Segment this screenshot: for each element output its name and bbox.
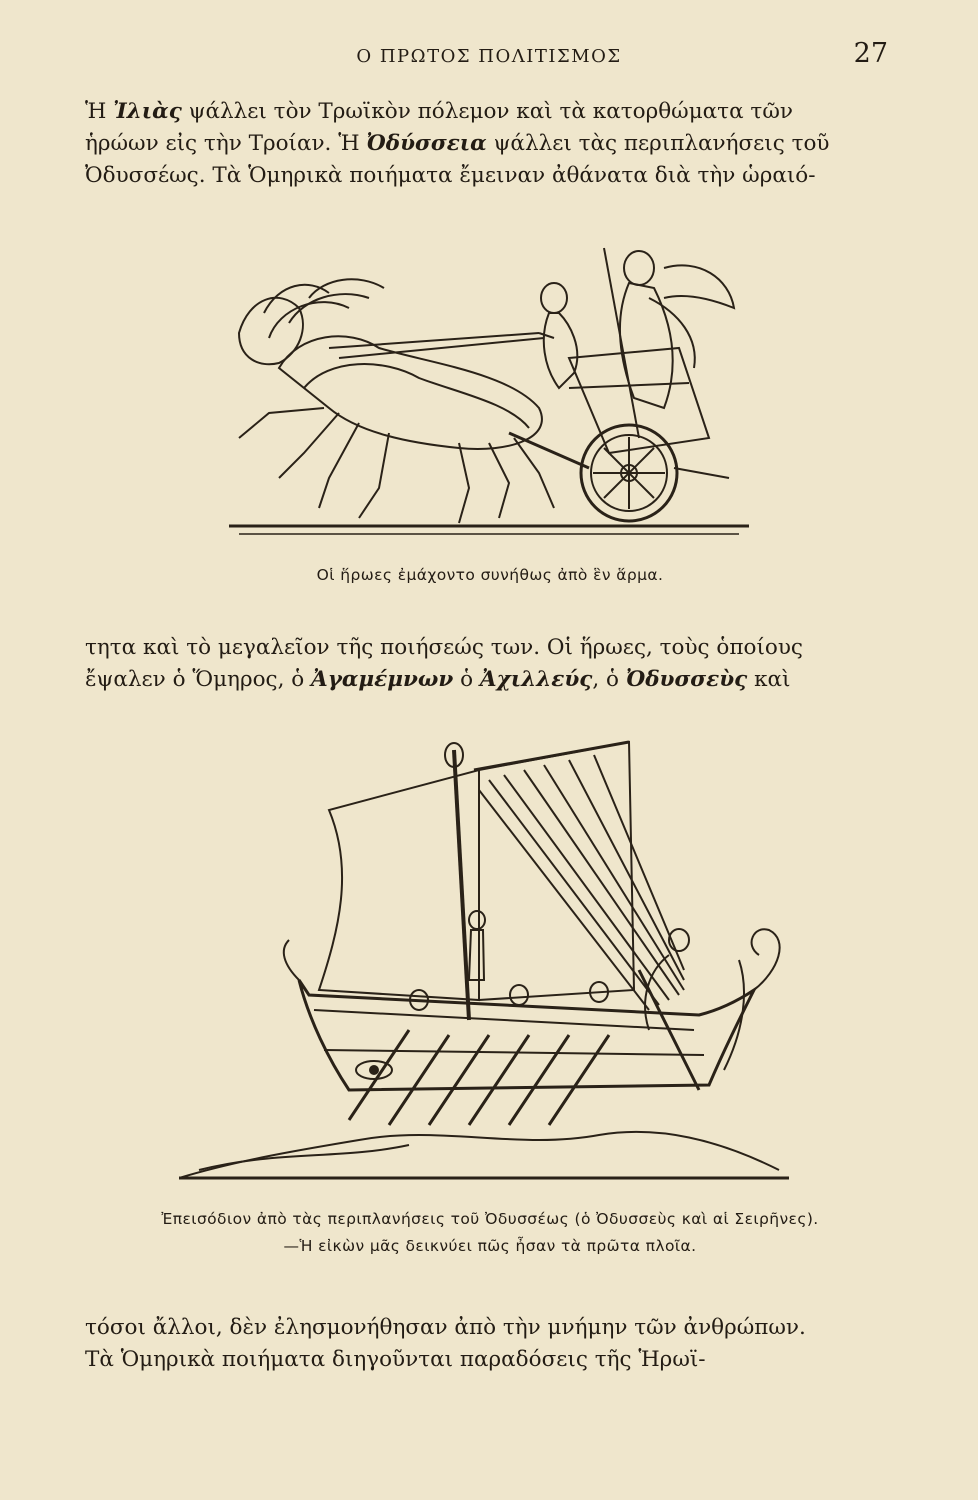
paragraph-3 bbox=[85, 1312, 895, 1376]
text-line: τητα καὶ τὸ μεγαλεῖον τῆς ποιήσεώς των. Οἱ ἥρωες, τοὺς ὁποίους bbox=[85, 635, 803, 660]
caption-line: —Ἡ εἰκὼν μᾶς δεικνύει πῶς ἦσαν τὰ πρῶτα πλοῖα. bbox=[283, 1237, 697, 1255]
ship-illustration bbox=[0, 730, 978, 1190]
caption-line: Ἐπεισόδιον ἀπὸ τὰς περιπλανήσεις τοῦ Ὀδυσσέως (ὁ Ὀδυσσεὺς καὶ αἱ Σειρῆνες). bbox=[161, 1210, 819, 1228]
page-number: 27 bbox=[853, 38, 888, 69]
text-line: ἡρώων εἰς τὴν Τροίαν. Ἡ Ὀδύσσεια ψάλλει τὰς περιπλανήσεις τοῦ bbox=[85, 131, 830, 156]
figure-2-caption bbox=[90, 1206, 890, 1260]
paragraph-1 bbox=[85, 96, 895, 192]
text-line: ἔψαλεν ὁ Ὅμηρος, ὁ Ἀγαμέμνων ὁ Ἀχιλλεύς, ὁ Ὀδυσσεὺς καὶ bbox=[85, 667, 791, 692]
text-line: Ὀδυσσέως. Τὰ Ὁμηρικὰ ποιήματα ἔμειναν ἀθάνατα διὰ τὴν ὡραιό- bbox=[85, 163, 816, 188]
chariot-engraving bbox=[209, 238, 769, 548]
text-line: Ἡ Ἰλιὰς ψάλλει τὸν Τρωϊκὸν πόλεμον καὶ τὰ κατορθώματα τῶν bbox=[85, 99, 793, 124]
text-line: Τὰ Ὁμηρικὰ ποιήματα διηγοῦνται παραδόσεις τῆς Ἡρωϊ- bbox=[85, 1347, 706, 1372]
running-head: Ο ΠΡΩΤΟΣ ΠΟΛΙΤΙΣΜΟΣ bbox=[356, 46, 622, 67]
ship-engraving bbox=[179, 730, 799, 1190]
chariot-illustration bbox=[0, 238, 978, 548]
page-header bbox=[80, 38, 898, 78]
text-line: τόσοι ἄλλοι, δὲν ἐλησμονήθησαν ἀπὸ τὴν μνήμην τῶν ἀνθρώπων. bbox=[85, 1315, 806, 1340]
paragraph-2 bbox=[85, 632, 895, 696]
figure-1-caption: Οἱ ἥρωες ἐμάχοντο συνήθως ἀπὸ ἓν ἅρμα. bbox=[316, 566, 664, 584]
